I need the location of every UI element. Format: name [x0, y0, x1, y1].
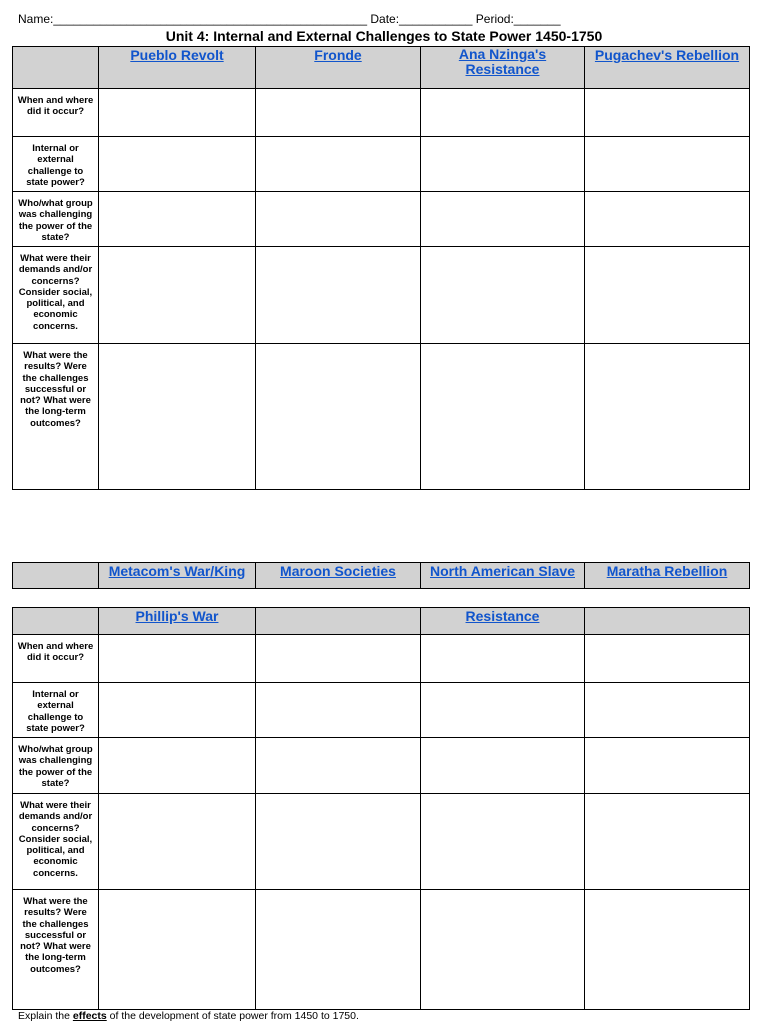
challenges-table-1	[12, 46, 750, 490]
answer-cell[interactable]	[99, 635, 256, 683]
column-phillips-war[interactable]: Phillip's War	[99, 608, 256, 635]
blank-header-cell	[585, 608, 750, 635]
effects-emphasis: effects	[72, 1010, 107, 1022]
answer-cell[interactable]	[585, 247, 750, 344]
answer-cell[interactable]	[99, 192, 256, 247]
answer-cell[interactable]	[421, 794, 585, 890]
answer-cell[interactable]	[256, 247, 421, 344]
table-row	[13, 89, 750, 137]
answer-cell[interactable]	[99, 683, 256, 738]
answer-cell[interactable]	[99, 738, 256, 794]
answer-cell[interactable]	[585, 635, 750, 683]
answer-cell[interactable]	[421, 247, 585, 344]
column-maroon-societies[interactable]: Maroon Societies	[256, 563, 421, 589]
answer-cell[interactable]	[256, 192, 421, 247]
table-row	[13, 344, 750, 490]
row-label-when-where: When and where did it occur?	[13, 635, 99, 683]
answer-cell[interactable]	[421, 192, 585, 247]
answer-cell[interactable]	[421, 890, 585, 1010]
row-label-internal-external: Internal or external challenge to state power?	[13, 683, 99, 738]
blank-header-cell	[256, 608, 421, 635]
effects-prompt: Explain the effects of the development of state power from 1450 to 1750.	[18, 1010, 359, 1022]
answer-cell[interactable]	[99, 247, 256, 344]
table-row	[13, 738, 750, 794]
challenges-table-2-header	[12, 562, 750, 589]
table-row	[13, 635, 750, 683]
answer-cell[interactable]	[585, 890, 750, 1010]
answer-cell[interactable]	[256, 683, 421, 738]
answer-cell[interactable]	[99, 890, 256, 1010]
column-north-american-slave[interactable]: North American Slave	[421, 563, 585, 589]
answer-cell[interactable]	[256, 344, 421, 490]
answer-cell[interactable]	[256, 635, 421, 683]
answer-cell[interactable]	[99, 89, 256, 137]
row-label-demands: What were their demands and/or concerns? Consider social, political, and economic concerns.	[13, 794, 99, 890]
answer-cell[interactable]	[421, 344, 585, 490]
row-label-who-group: Who/what group was challenging the power of the state?	[13, 738, 99, 794]
row-label-who-group: Who/what group was challenging the power of the state?	[13, 192, 99, 247]
answer-cell[interactable]	[421, 738, 585, 794]
answer-cell[interactable]	[256, 794, 421, 890]
row-label-results: What were the results? Were the challenges successful or not? What were the long-term outcomes?	[13, 344, 99, 490]
answer-cell[interactable]	[256, 738, 421, 794]
answer-cell[interactable]	[99, 344, 256, 490]
answer-cell[interactable]	[585, 192, 750, 247]
answer-cell[interactable]	[585, 738, 750, 794]
row-label-when-where: When and where did it occur?	[13, 89, 99, 137]
blank-header-cell	[13, 563, 99, 589]
answer-cell[interactable]	[421, 89, 585, 137]
blank-header-cell	[13, 608, 99, 635]
answer-cell[interactable]	[256, 137, 421, 192]
table-row	[13, 794, 750, 890]
name-date-period-line: Name:_______________________________________________ Date:___________ Period:_______	[18, 12, 561, 26]
answer-cell[interactable]	[99, 137, 256, 192]
answer-cell[interactable]	[585, 794, 750, 890]
challenges-table-3	[12, 607, 750, 1010]
table-row	[13, 192, 750, 247]
row-label-internal-external: Internal or external challenge to state power?	[13, 137, 99, 192]
worksheet-title: Unit 4: Internal and External Challenges to State Power 1450-1750	[165, 28, 603, 44]
answer-cell[interactable]	[585, 137, 750, 192]
table-row	[13, 247, 750, 344]
answer-cell[interactable]	[421, 683, 585, 738]
column-maratha-rebellion[interactable]: Maratha Rebellion	[585, 563, 750, 589]
answer-cell[interactable]	[585, 89, 750, 137]
answer-cell[interactable]	[99, 794, 256, 890]
column-resistance[interactable]: Resistance	[421, 608, 585, 635]
table-row	[13, 137, 750, 192]
blank-header-cell	[13, 47, 99, 89]
answer-cell[interactable]	[585, 344, 750, 490]
column-pugachev[interactable]: Pugachev's Rebellion	[585, 47, 750, 89]
answer-cell[interactable]	[421, 635, 585, 683]
column-ana-nzinga[interactable]: Ana Nzinga's Resistance	[421, 47, 585, 89]
table-row	[13, 890, 750, 1010]
row-label-demands: What were their demands and/or concerns? Consider social, political, and economic concerns.	[13, 247, 99, 344]
answer-cell[interactable]	[421, 137, 585, 192]
column-fronde[interactable]: Fronde	[256, 47, 421, 89]
table-row	[13, 683, 750, 738]
column-pueblo-revolt[interactable]: Pueblo Revolt	[99, 47, 256, 89]
row-label-results: What were the results? Were the challenges successful or not? What were the long-term outcomes?	[13, 890, 99, 1010]
answer-cell[interactable]	[256, 89, 421, 137]
column-metacoms-war[interactable]: Metacom's War/King	[99, 563, 256, 589]
answer-cell[interactable]	[585, 683, 750, 738]
answer-cell[interactable]	[256, 890, 421, 1010]
